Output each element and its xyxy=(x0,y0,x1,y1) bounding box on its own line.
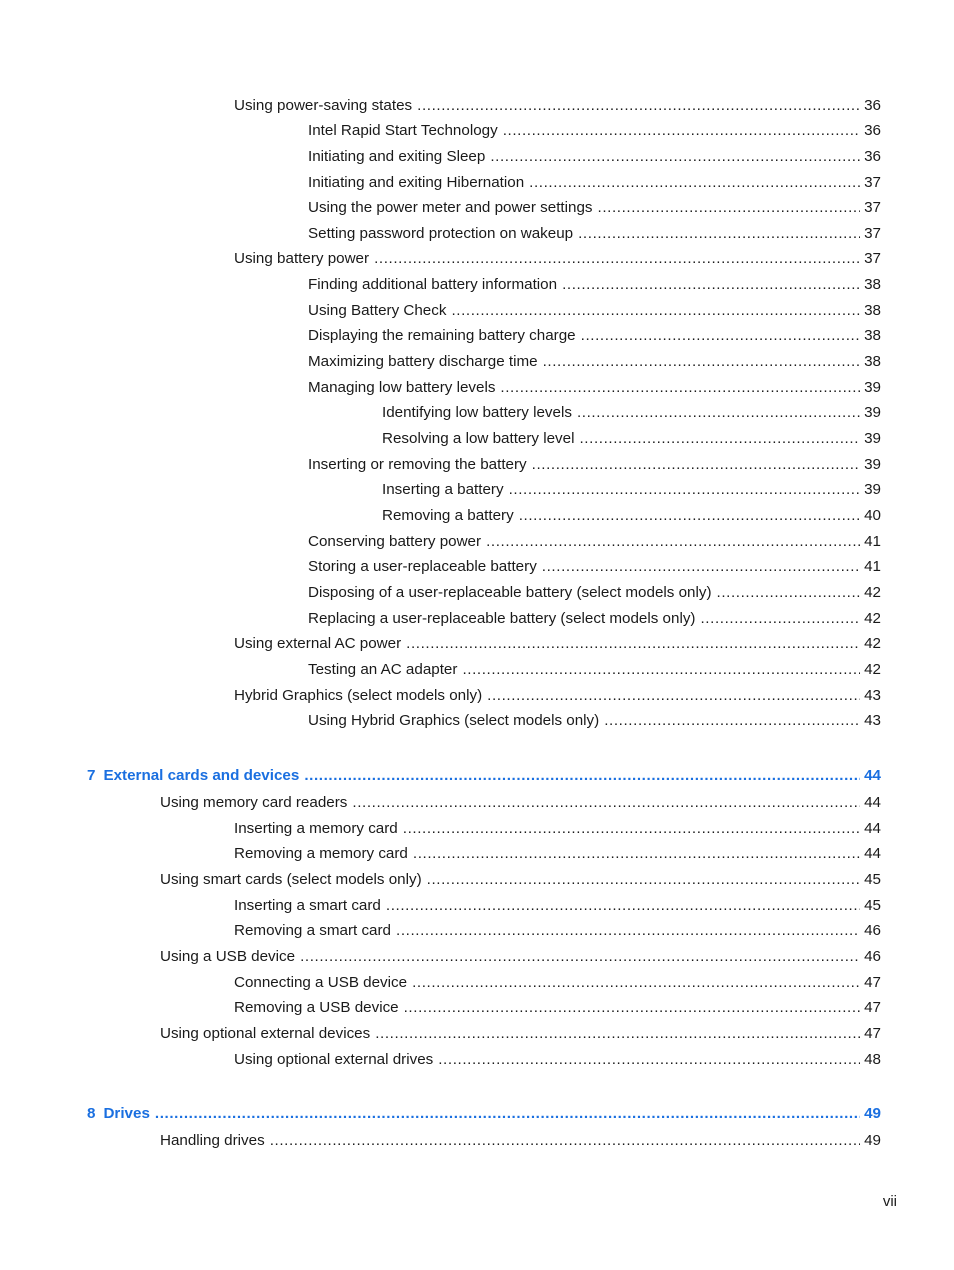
toc-entry-title: Resolving a low battery level xyxy=(382,430,575,447)
toc-entry[interactable] xyxy=(234,686,881,706)
toc-entry[interactable] xyxy=(382,506,881,526)
toc-entry[interactable] xyxy=(160,1024,881,1044)
toc-entry[interactable] xyxy=(308,173,881,193)
dot-leader xyxy=(509,480,861,500)
toc-entry-page: 38 xyxy=(864,327,881,344)
dot-leader xyxy=(519,506,860,526)
toc-entry[interactable] xyxy=(308,711,881,731)
chapter-number: 7 xyxy=(87,767,96,784)
chapter-number: 8 xyxy=(87,1105,96,1122)
toc-entry-page: 41 xyxy=(864,558,881,575)
toc-entry-page: 44 xyxy=(864,820,881,837)
dot-leader xyxy=(717,583,861,603)
dot-leader xyxy=(462,660,860,680)
page-number: vii xyxy=(882,1193,897,1210)
toc-entry-page: 36 xyxy=(864,148,881,165)
toc-entry[interactable] xyxy=(308,301,881,321)
dot-leader xyxy=(578,224,860,244)
toc-entry[interactable] xyxy=(308,378,881,398)
toc-entry-page: 38 xyxy=(864,353,881,370)
dot-leader xyxy=(500,378,860,398)
dot-leader xyxy=(304,766,860,786)
toc-entry[interactable] xyxy=(234,896,881,916)
toc-entry[interactable] xyxy=(234,844,881,864)
dot-leader xyxy=(406,634,860,654)
toc-entry[interactable] xyxy=(308,326,881,346)
toc-entry[interactable] xyxy=(382,480,881,500)
toc-entry-title: Connecting a USB device xyxy=(234,974,408,991)
toc-entry-page: 44 xyxy=(864,794,881,811)
toc-entry-page: 43 xyxy=(864,712,881,729)
toc-entry-title: Using external AC power xyxy=(234,635,402,652)
dot-leader xyxy=(375,1024,860,1044)
toc-entry-page: 37 xyxy=(864,225,881,242)
toc-entry[interactable] xyxy=(308,121,881,141)
dot-leader xyxy=(487,686,860,706)
toc-entry[interactable] xyxy=(382,403,881,423)
toc-entry[interactable] xyxy=(308,532,881,552)
toc-entry-page: 37 xyxy=(864,250,881,267)
toc-entry-title: Disposing of a user-replaceable battery (select models only) xyxy=(308,584,712,601)
dot-leader xyxy=(562,275,860,295)
toc-entry[interactable] xyxy=(160,870,881,890)
toc-entry-page: 44 xyxy=(864,845,881,862)
toc-entry[interactable] xyxy=(234,921,881,941)
toc-entry[interactable] xyxy=(308,224,881,244)
toc-entry-page: 42 xyxy=(864,610,881,627)
toc-entry-page: 36 xyxy=(864,122,881,139)
toc-entry-page: 42 xyxy=(864,661,881,678)
toc-entry-page: 36 xyxy=(864,97,881,114)
toc-entry-page: 45 xyxy=(864,871,881,888)
toc-entry-title: Removing a battery xyxy=(382,507,514,524)
toc-entry[interactable] xyxy=(308,557,881,577)
toc-entry-title: Using a USB device xyxy=(160,948,296,965)
dot-leader xyxy=(300,947,860,967)
toc-entry[interactable] xyxy=(160,793,881,813)
dot-leader xyxy=(532,455,860,475)
toc-entry-title: Replacing a user-replaceable battery (select models only) xyxy=(308,610,696,627)
dot-leader xyxy=(270,1131,860,1151)
toc-entry-title: Setting password protection on wakeup xyxy=(308,225,574,242)
toc-entry[interactable] xyxy=(308,352,881,372)
toc-entry-page: 41 xyxy=(864,533,881,550)
toc-entry-title xyxy=(87,1104,150,1124)
toc-entry[interactable] xyxy=(308,609,881,629)
dot-leader xyxy=(490,147,860,167)
dot-leader xyxy=(413,844,860,864)
dot-leader xyxy=(700,609,860,629)
toc-entry-page: 38 xyxy=(864,276,881,293)
toc-entry-title: Hybrid Graphics (select models only) xyxy=(234,687,483,704)
toc-entry-page: 37 xyxy=(864,174,881,191)
toc-entry-page: 47 xyxy=(864,999,881,1016)
toc-entry[interactable] xyxy=(234,96,881,116)
toc-entry[interactable] xyxy=(234,973,881,993)
chapter-title: External cards and devices xyxy=(103,767,300,784)
dot-leader xyxy=(412,973,860,993)
toc-entry-page: 37 xyxy=(864,199,881,216)
dot-leader xyxy=(604,711,860,731)
dot-leader xyxy=(386,896,860,916)
toc-entry-title: Using battery power xyxy=(234,250,370,267)
toc-entry-page: 39 xyxy=(864,481,881,498)
toc-entry-title: Removing a memory card xyxy=(234,845,408,862)
toc-entry[interactable] xyxy=(160,947,881,967)
toc-entry-title: Conserving battery power xyxy=(308,533,482,550)
toc-entry-page: 39 xyxy=(864,379,881,396)
toc-entry-page: 47 xyxy=(864,1025,881,1042)
toc-entry-title: Removing a smart card xyxy=(234,922,391,939)
toc-entry[interactable] xyxy=(308,660,881,680)
toc-entry-title: Inserting a battery xyxy=(382,481,504,498)
toc-entry[interactable] xyxy=(308,455,881,475)
toc-entry-title: Inserting a memory card xyxy=(234,820,398,837)
toc-entry-title: Testing an AC adapter xyxy=(308,661,458,678)
toc-entry-title: Intel Rapid Start Technology xyxy=(308,122,498,139)
toc-entry-page: 48 xyxy=(864,1051,881,1068)
dot-leader xyxy=(404,998,860,1018)
toc-entry-title: Displaying the remaining battery charge xyxy=(308,327,576,344)
toc-entry-title: Using power-saving states xyxy=(234,97,413,114)
toc-entry-title: Using optional external devices xyxy=(160,1025,371,1042)
dot-leader xyxy=(417,96,860,116)
toc-entry-title: Using memory card readers xyxy=(160,794,348,811)
toc-entry-page: 49 xyxy=(864,1132,881,1149)
toc-entry-page: 40 xyxy=(864,507,881,524)
toc-entry-title: Removing a USB device xyxy=(234,999,399,1016)
toc-entry-title: Inserting a smart card xyxy=(234,897,381,914)
toc-entry-title: Using Battery Check xyxy=(308,302,447,319)
toc-entry[interactable] xyxy=(234,1050,881,1070)
toc-entry-title: Handling drives xyxy=(160,1132,265,1149)
toc-entry[interactable] xyxy=(382,429,881,449)
dot-leader xyxy=(543,352,861,372)
dot-leader xyxy=(396,921,860,941)
toc-entry[interactable] xyxy=(234,998,881,1018)
dot-leader xyxy=(579,429,860,449)
toc-chapter-entry[interactable] xyxy=(87,1104,881,1124)
dot-leader xyxy=(155,1104,860,1124)
toc-entry-title: Maximizing battery discharge time xyxy=(308,353,538,370)
toc-entry-page: 39 xyxy=(864,404,881,421)
dot-leader xyxy=(529,173,860,193)
toc-entry-page: 39 xyxy=(864,456,881,473)
toc-entry-page: 44 xyxy=(864,767,881,784)
toc-entry-title: Finding additional battery information xyxy=(308,276,558,293)
dot-leader xyxy=(427,870,860,890)
dot-leader xyxy=(352,793,860,813)
toc-entry-page: 42 xyxy=(864,635,881,652)
toc-entry[interactable] xyxy=(234,634,881,654)
toc-entry-page: 49 xyxy=(864,1105,881,1122)
toc-entry-page: 47 xyxy=(864,974,881,991)
toc-entry[interactable] xyxy=(234,249,881,269)
dot-leader xyxy=(486,532,860,552)
toc-entry-page: 43 xyxy=(864,687,881,704)
toc-entry-title: Initiating and exiting Hibernation xyxy=(308,174,525,191)
toc-entry[interactable] xyxy=(308,147,881,167)
toc-entry[interactable] xyxy=(308,275,881,295)
toc-chapter-entry[interactable] xyxy=(87,766,881,786)
toc-entry-page: 46 xyxy=(864,948,881,965)
dot-leader xyxy=(438,1050,860,1070)
dot-leader xyxy=(403,819,860,839)
toc-entry-page: 42 xyxy=(864,584,881,601)
dot-leader xyxy=(577,403,860,423)
toc-entry[interactable] xyxy=(160,1131,881,1151)
toc-entry-title: Identifying low battery levels xyxy=(382,404,572,421)
dot-leader xyxy=(598,198,861,218)
toc-entry-page: 46 xyxy=(864,922,881,939)
toc-entry-title: Initiating and exiting Sleep xyxy=(308,148,486,165)
dot-leader xyxy=(542,557,860,577)
toc-entry[interactable] xyxy=(308,198,881,218)
toc-entry-title: Using Hybrid Graphics (select models only) xyxy=(308,712,600,729)
toc-entry-title xyxy=(87,766,299,786)
dot-leader xyxy=(374,249,860,269)
toc-entry-title: Using optional external drives xyxy=(234,1051,434,1068)
toc-entry-title: Using smart cards (select models only) xyxy=(160,871,422,888)
toc-entry[interactable] xyxy=(308,583,881,603)
toc-entry-title: Managing low battery levels xyxy=(308,379,496,396)
toc-entry[interactable] xyxy=(234,819,881,839)
toc-entry-page: 38 xyxy=(864,302,881,319)
toc-entry-title: Inserting or removing the battery xyxy=(308,456,527,473)
toc-entry-page: 39 xyxy=(864,430,881,447)
toc-entry-title: Using the power meter and power settings xyxy=(308,199,593,216)
chapter-title: Drives xyxy=(103,1105,150,1122)
dot-leader xyxy=(451,301,860,321)
dot-leader xyxy=(581,326,860,346)
toc-entry-page: 45 xyxy=(864,897,881,914)
toc-entry-title: Storing a user-replaceable battery xyxy=(308,558,537,575)
dot-leader xyxy=(503,121,860,141)
